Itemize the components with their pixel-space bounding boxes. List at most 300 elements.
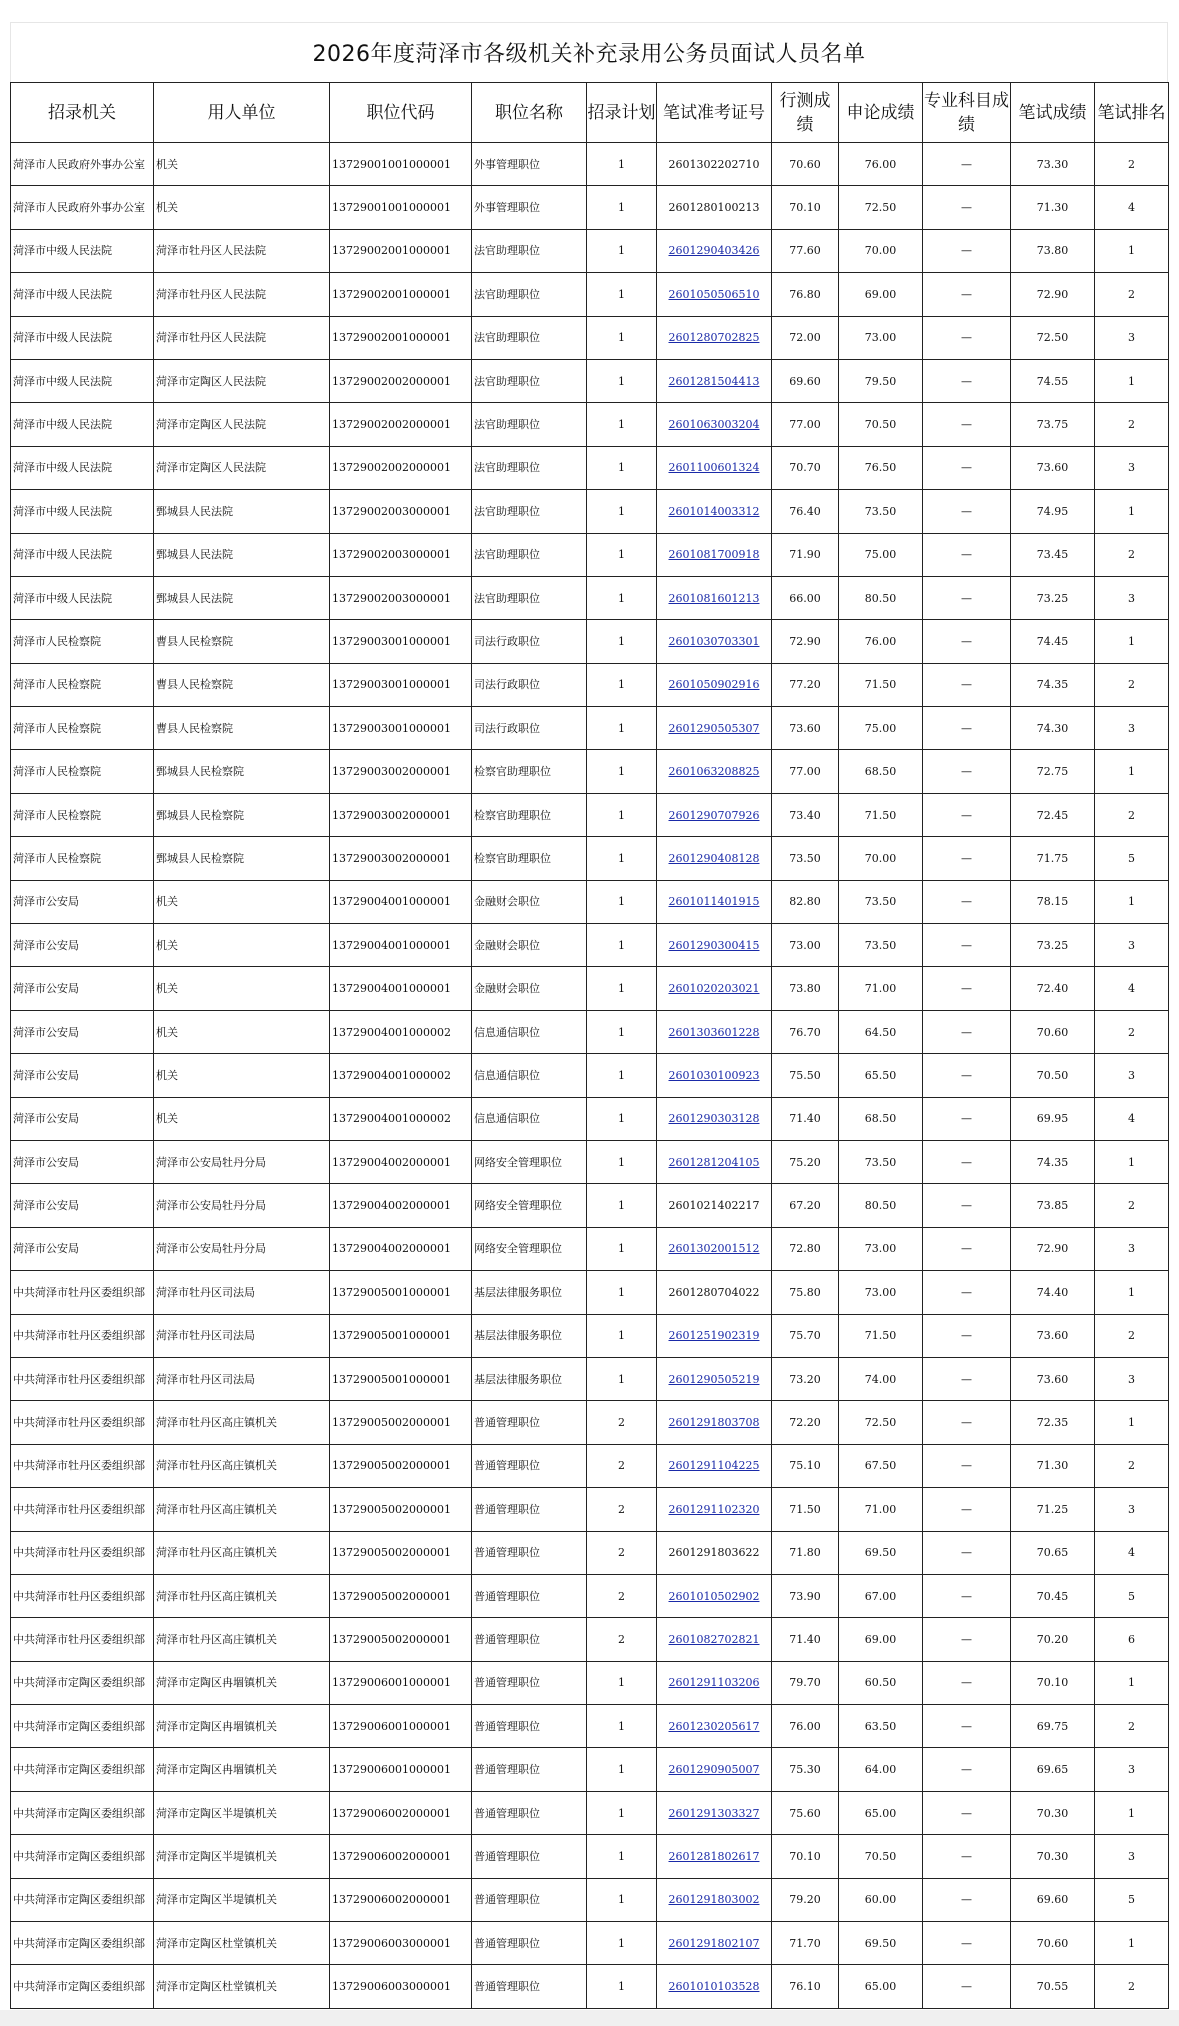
agency-cell: 菏泽市人民政府外事办公室 [11, 143, 154, 186]
plan-cell: 1 [587, 1965, 657, 2008]
written-score-cell: 73.25 [1011, 924, 1095, 967]
code-cell: 13729002003000001 [330, 490, 472, 533]
code-cell: 13729005002000001 [330, 1531, 472, 1574]
ticket-number-link[interactable]: 2601303601228 [668, 1025, 760, 1039]
rank-cell: 4 [1095, 1097, 1169, 1140]
shenlun-score-cell: 64.00 [839, 1748, 923, 1791]
major-score-cell: — [923, 837, 1011, 880]
written-score-cell: 70.20 [1011, 1618, 1095, 1661]
shenlun-score-cell: 71.00 [839, 967, 923, 1010]
ticket-number-link[interactable]: 2601020203021 [668, 982, 760, 996]
agency-cell: 中共菏泽市定陶区委组织部 [11, 1748, 154, 1791]
candidates-table [10, 82, 1169, 2009]
xingce-score-cell: 67.20 [772, 1184, 839, 1227]
rank-cell: 3 [1095, 1227, 1169, 1270]
rank-cell: 3 [1095, 446, 1169, 489]
ticket-number-link[interactable]: 2601290505219 [668, 1372, 760, 1386]
xingce-score-cell: 73.40 [772, 793, 839, 836]
shenlun-score-cell: 67.00 [839, 1574, 923, 1617]
agency-cell: 中共菏泽市牡丹区委组织部 [11, 1488, 154, 1531]
table-row [11, 750, 1169, 793]
unit-cell: 机关 [154, 1010, 330, 1053]
table-row [11, 1010, 1169, 1053]
written-score-cell: 74.40 [1011, 1271, 1095, 1314]
rank-cell: 3 [1095, 924, 1169, 967]
table-row [11, 1531, 1169, 1574]
ticket-cell [657, 1531, 772, 1574]
plan-cell: 1 [587, 1227, 657, 1270]
position-cell: 网络安全管理职位 [472, 1140, 587, 1183]
shenlun-score-cell: 70.00 [839, 837, 923, 880]
plan-cell: 2 [587, 1618, 657, 1661]
shenlun-score-cell: 76.00 [839, 143, 923, 186]
code-cell: 13729006003000001 [330, 1965, 472, 2008]
position-cell: 法官助理职位 [472, 533, 587, 576]
plan-cell: 1 [587, 750, 657, 793]
table-row [11, 1357, 1169, 1400]
col-header-major: 专业科目成绩 [923, 83, 1011, 143]
ticket-number-link[interactable]: 2601291103206 [668, 1676, 760, 1690]
unit-cell: 菏泽市定陶区半堤镇机关 [154, 1835, 330, 1878]
rank-cell: 1 [1095, 1791, 1169, 1834]
rank-cell: 5 [1095, 837, 1169, 880]
position-cell: 法官助理职位 [472, 576, 587, 619]
agency-cell: 菏泽市公安局 [11, 1054, 154, 1097]
major-score-cell: — [923, 403, 1011, 446]
col-header-plan: 招录计划 [587, 83, 657, 143]
ticket-cell [657, 1271, 772, 1314]
written-score-cell: 74.35 [1011, 663, 1095, 706]
agency-cell: 菏泽市中级人民法院 [11, 229, 154, 272]
xingce-score-cell: 76.10 [772, 1965, 839, 2008]
major-score-cell: — [923, 1271, 1011, 1314]
major-score-cell: — [923, 1444, 1011, 1487]
rank-cell: 2 [1095, 403, 1169, 446]
unit-cell: 菏泽市牡丹区高庄镇机关 [154, 1444, 330, 1487]
position-cell: 网络安全管理职位 [472, 1227, 587, 1270]
ticket-number-link[interactable]: 2601010103528 [668, 1980, 760, 1994]
ticket-number-link[interactable]: 2601030703301 [668, 634, 760, 648]
rank-cell: 1 [1095, 880, 1169, 923]
agency-cell: 菏泽市中级人民法院 [11, 576, 154, 619]
rank-cell: 2 [1095, 1184, 1169, 1227]
code-cell: 13729006002000001 [330, 1835, 472, 1878]
position-cell: 法官助理职位 [472, 359, 587, 402]
table-row [11, 186, 1169, 229]
rank-cell: 4 [1095, 1531, 1169, 1574]
ticket-cell [657, 1357, 772, 1400]
agency-cell: 菏泽市公安局 [11, 880, 154, 923]
ticket-number-link[interactable]: 2601291102320 [668, 1502, 760, 1516]
written-score-cell: 72.35 [1011, 1401, 1095, 1444]
plan-cell: 1 [587, 359, 657, 402]
unit-cell: 鄄城县人民法院 [154, 533, 330, 576]
agency-cell: 中共菏泽市定陶区委组织部 [11, 1835, 154, 1878]
ticket-number-link[interactable]: 2601281504413 [668, 374, 760, 388]
xingce-score-cell: 71.40 [772, 1097, 839, 1140]
written-score-cell: 73.60 [1011, 1357, 1095, 1400]
rank-cell: 1 [1095, 1922, 1169, 1965]
ticket-cell [657, 359, 772, 402]
code-cell: 13729004002000001 [330, 1184, 472, 1227]
shenlun-score-cell: 75.00 [839, 533, 923, 576]
position-cell: 法官助理职位 [472, 316, 587, 359]
rank-cell: 2 [1095, 273, 1169, 316]
ticket-number-link[interactable]: 2601050902916 [668, 678, 760, 692]
position-cell: 普通管理职位 [472, 1531, 587, 1574]
agency-cell: 菏泽市人民检察院 [11, 620, 154, 663]
code-cell: 13729005002000001 [330, 1488, 472, 1531]
ticket-cell [657, 924, 772, 967]
code-cell: 13729003002000001 [330, 793, 472, 836]
rank-cell: 2 [1095, 1965, 1169, 2008]
written-score-cell: 70.45 [1011, 1574, 1095, 1617]
plan-cell: 1 [587, 1705, 657, 1748]
major-score-cell: — [923, 1878, 1011, 1921]
plan-cell: 2 [587, 1574, 657, 1617]
major-score-cell: — [923, 663, 1011, 706]
ticket-number-link[interactable]: 2601063208825 [668, 765, 760, 779]
written-score-cell: 74.35 [1011, 1140, 1095, 1183]
ticket-number-link[interactable]: 2601010502902 [668, 1589, 760, 1603]
ticket-number: 2601021402217 [668, 1199, 760, 1213]
written-score-cell: 73.30 [1011, 143, 1095, 186]
written-score-cell: 69.60 [1011, 1878, 1095, 1921]
shenlun-score-cell: 60.50 [839, 1661, 923, 1704]
ticket-number-link[interactable]: 2601302001512 [668, 1242, 760, 1256]
unit-cell: 菏泽市定陶区人民法院 [154, 359, 330, 402]
shenlun-score-cell: 65.00 [839, 1791, 923, 1834]
unit-cell: 菏泽市定陶区杜堂镇机关 [154, 1965, 330, 2008]
agency-cell: 中共菏泽市定陶区委组织部 [11, 1965, 154, 2008]
position-cell: 普通管理职位 [472, 1488, 587, 1531]
table-row [11, 1791, 1169, 1834]
ticket-number-link[interactable]: 2601291802107 [668, 1936, 760, 1950]
written-score-cell: 73.25 [1011, 576, 1095, 619]
table-row [11, 403, 1169, 446]
agency-cell: 菏泽市公安局 [11, 1097, 154, 1140]
agency-cell: 菏泽市人民检察院 [11, 663, 154, 706]
ticket-number: 2601280100213 [668, 201, 760, 215]
shenlun-score-cell: 74.00 [839, 1357, 923, 1400]
table-row [11, 316, 1169, 359]
ticket-number-link[interactable]: 2601063003204 [668, 418, 760, 432]
col-header-agency: 招录机关 [11, 83, 154, 143]
shenlun-score-cell: 69.50 [839, 1922, 923, 1965]
code-cell: 13729005002000001 [330, 1444, 472, 1487]
xingce-score-cell: 76.40 [772, 490, 839, 533]
table-row [11, 1227, 1169, 1270]
major-score-cell: — [923, 1140, 1011, 1183]
position-cell: 法官助理职位 [472, 446, 587, 489]
written-score-cell: 73.85 [1011, 1184, 1095, 1227]
table-row [11, 1748, 1169, 1791]
plan-cell: 1 [587, 1748, 657, 1791]
col-header-shenlun: 申论成绩 [839, 83, 923, 143]
table-row [11, 793, 1169, 836]
position-cell: 检察官助理职位 [472, 837, 587, 880]
shenlun-score-cell: 73.50 [839, 880, 923, 923]
ticket-cell [657, 1835, 772, 1878]
ticket-cell [657, 1184, 772, 1227]
major-score-cell: — [923, 446, 1011, 489]
agency-cell: 中共菏泽市牡丹区委组织部 [11, 1401, 154, 1444]
unit-cell: 菏泽市定陶区冉堌镇机关 [154, 1661, 330, 1704]
plan-cell: 1 [587, 1791, 657, 1834]
position-cell: 基层法律服务职位 [472, 1357, 587, 1400]
rank-cell: 1 [1095, 359, 1169, 402]
ticket-cell [657, 229, 772, 272]
major-score-cell: — [923, 1357, 1011, 1400]
xingce-score-cell: 75.60 [772, 1791, 839, 1834]
position-cell: 普通管理职位 [472, 1401, 587, 1444]
written-score-cell: 69.65 [1011, 1748, 1095, 1791]
written-score-cell: 74.95 [1011, 490, 1095, 533]
plan-cell: 1 [587, 1054, 657, 1097]
unit-cell: 曹县人民检察院 [154, 620, 330, 663]
code-cell: 13729004001000002 [330, 1097, 472, 1140]
ticket-number-link[interactable]: 2601281204105 [668, 1155, 760, 1169]
code-cell: 13729002003000001 [330, 576, 472, 619]
table-row [11, 1488, 1169, 1531]
agency-cell: 菏泽市公安局 [11, 1010, 154, 1053]
ticket-cell [657, 1314, 772, 1357]
agency-cell: 菏泽市中级人民法院 [11, 490, 154, 533]
agency-cell: 菏泽市中级人民法院 [11, 316, 154, 359]
ticket-cell [657, 793, 772, 836]
shenlun-score-cell: 70.50 [839, 403, 923, 446]
code-cell: 13729002002000001 [330, 359, 472, 402]
ticket-number: 2601291803622 [668, 1546, 760, 1560]
table-row [11, 967, 1169, 1010]
code-cell: 13729005001000001 [330, 1271, 472, 1314]
code-cell: 13729005002000001 [330, 1574, 472, 1617]
page-bottom-edge [0, 2010, 1179, 2026]
rank-cell: 1 [1095, 229, 1169, 272]
written-score-cell: 69.75 [1011, 1705, 1095, 1748]
written-score-cell: 71.30 [1011, 1444, 1095, 1487]
rank-cell: 1 [1095, 620, 1169, 663]
unit-cell: 菏泽市定陶区半堤镇机关 [154, 1791, 330, 1834]
xingce-score-cell: 73.00 [772, 924, 839, 967]
ticket-number-link[interactable]: 2601291803708 [668, 1416, 760, 1430]
position-cell: 普通管理职位 [472, 1444, 587, 1487]
table-row [11, 1574, 1169, 1617]
xingce-score-cell: 76.70 [772, 1010, 839, 1053]
ticket-number-link[interactable]: 2601290505307 [668, 721, 760, 735]
ticket-number-link[interactable]: 2601290707926 [668, 808, 760, 822]
position-cell: 普通管理职位 [472, 1618, 587, 1661]
ticket-cell [657, 1444, 772, 1487]
rank-cell: 2 [1095, 533, 1169, 576]
shenlun-score-cell: 71.50 [839, 1314, 923, 1357]
agency-cell: 菏泽市公安局 [11, 924, 154, 967]
position-cell: 普通管理职位 [472, 1791, 587, 1834]
major-score-cell: — [923, 1661, 1011, 1704]
plan-cell: 1 [587, 1357, 657, 1400]
table-row [11, 1184, 1169, 1227]
plan-cell: 2 [587, 1444, 657, 1487]
table-row [11, 1965, 1169, 2008]
ticket-number-link[interactable]: 2601082702821 [668, 1632, 760, 1646]
rank-cell: 5 [1095, 1878, 1169, 1921]
plan-cell: 1 [587, 1010, 657, 1053]
ticket-number-link[interactable]: 2601030100923 [668, 1068, 760, 1082]
written-score-cell: 70.10 [1011, 1661, 1095, 1704]
ticket-cell [657, 1227, 772, 1270]
ticket-cell [657, 1922, 772, 1965]
agency-cell: 菏泽市公安局 [11, 1140, 154, 1183]
ticket-number-link[interactable]: 2601011401915 [668, 895, 760, 909]
major-score-cell: — [923, 143, 1011, 186]
shenlun-score-cell: 73.00 [839, 316, 923, 359]
written-score-cell: 70.30 [1011, 1791, 1095, 1834]
major-score-cell: — [923, 620, 1011, 663]
col-header-position: 职位名称 [472, 83, 587, 143]
position-cell: 普通管理职位 [472, 1878, 587, 1921]
unit-cell: 机关 [154, 186, 330, 229]
col-header-rank: 笔试排名 [1095, 83, 1169, 143]
ticket-number-link[interactable]: 2601290303128 [668, 1112, 760, 1126]
ticket-number-link[interactable]: 2601291803002 [668, 1893, 760, 1907]
table-row [11, 359, 1169, 402]
xingce-score-cell: 73.20 [772, 1357, 839, 1400]
rank-cell: 2 [1095, 1010, 1169, 1053]
table-row [11, 1878, 1169, 1921]
ticket-cell [657, 490, 772, 533]
ticket-number-link[interactable]: 2601290403426 [668, 244, 760, 258]
rank-cell: 1 [1095, 1401, 1169, 1444]
position-cell: 金融财会职位 [472, 967, 587, 1010]
table-row [11, 620, 1169, 663]
plan-cell: 1 [587, 663, 657, 706]
xingce-score-cell: 72.80 [772, 1227, 839, 1270]
ticket-cell [657, 1140, 772, 1183]
code-cell: 13729005001000001 [330, 1357, 472, 1400]
rank-cell: 1 [1095, 1271, 1169, 1314]
major-score-cell: — [923, 359, 1011, 402]
position-cell: 法官助理职位 [472, 229, 587, 272]
major-score-cell: — [923, 1010, 1011, 1053]
plan-cell: 2 [587, 1401, 657, 1444]
position-cell: 金融财会职位 [472, 880, 587, 923]
plan-cell: 1 [587, 316, 657, 359]
major-score-cell: — [923, 1791, 1011, 1834]
major-score-cell: — [923, 924, 1011, 967]
xingce-score-cell: 71.80 [772, 1531, 839, 1574]
ticket-number-link[interactable]: 2601291303327 [668, 1806, 760, 1820]
shenlun-score-cell: 73.50 [839, 924, 923, 967]
written-score-cell: 74.55 [1011, 359, 1095, 402]
agency-cell: 中共菏泽市牡丹区委组织部 [11, 1618, 154, 1661]
agency-cell: 菏泽市中级人民法院 [11, 359, 154, 402]
plan-cell: 1 [587, 837, 657, 880]
ticket-number-link[interactable]: 2601291104225 [668, 1459, 760, 1473]
ticket-number-link[interactable]: 2601290905007 [668, 1763, 760, 1777]
ticket-number-link[interactable]: 2601280702825 [668, 331, 760, 345]
page-title: 2026年度菏泽市各级机关补充录用公务员面试人员名单 [312, 42, 866, 67]
table-header-row [11, 83, 1169, 143]
ticket-number-link[interactable]: 2601081601213 [668, 591, 760, 605]
unit-cell: 菏泽市牡丹区司法局 [154, 1314, 330, 1357]
position-cell: 普通管理职位 [472, 1705, 587, 1748]
xingce-score-cell: 71.40 [772, 1618, 839, 1661]
ticket-number-link[interactable]: 2601290408128 [668, 851, 760, 865]
written-score-cell: 73.75 [1011, 403, 1095, 446]
shenlun-score-cell: 72.50 [839, 186, 923, 229]
table-row [11, 533, 1169, 576]
code-cell: 13729004001000002 [330, 1010, 472, 1053]
table-row [11, 1922, 1169, 1965]
position-cell: 普通管理职位 [472, 1661, 587, 1704]
written-score-cell: 72.50 [1011, 316, 1095, 359]
ticket-number-link[interactable]: 2601281802617 [668, 1849, 760, 1863]
unit-cell: 菏泽市牡丹区高庄镇机关 [154, 1618, 330, 1661]
plan-cell: 1 [587, 924, 657, 967]
major-score-cell: — [923, 1922, 1011, 1965]
ticket-number-link[interactable]: 2601100601324 [668, 461, 760, 475]
agency-cell: 菏泽市人民检察院 [11, 750, 154, 793]
table-body [11, 143, 1169, 2009]
shenlun-score-cell: 70.00 [839, 229, 923, 272]
position-cell: 普通管理职位 [472, 1574, 587, 1617]
ticket-number-link[interactable]: 2601251902319 [668, 1329, 760, 1343]
shenlun-score-cell: 60.00 [839, 1878, 923, 1921]
unit-cell: 菏泽市牡丹区高庄镇机关 [154, 1531, 330, 1574]
unit-cell: 菏泽市牡丹区人民法院 [154, 273, 330, 316]
unit-cell: 鄄城县人民检察院 [154, 793, 330, 836]
plan-cell: 1 [587, 1184, 657, 1227]
xingce-score-cell: 72.20 [772, 1401, 839, 1444]
position-cell: 法官助理职位 [472, 273, 587, 316]
written-score-cell: 74.30 [1011, 707, 1095, 750]
unit-cell: 机关 [154, 924, 330, 967]
ticket-cell [657, 1661, 772, 1704]
ticket-number-link[interactable]: 2601081700918 [668, 548, 760, 562]
code-cell: 13729004001000002 [330, 1054, 472, 1097]
plan-cell: 1 [587, 533, 657, 576]
rank-cell: 6 [1095, 1618, 1169, 1661]
ticket-cell [657, 1054, 772, 1097]
position-cell: 普通管理职位 [472, 1922, 587, 1965]
shenlun-score-cell: 68.50 [839, 750, 923, 793]
ticket-number-link[interactable]: 2601290300415 [668, 938, 760, 952]
ticket-number-link[interactable]: 2601230205617 [668, 1719, 760, 1733]
position-cell: 普通管理职位 [472, 1748, 587, 1791]
major-score-cell: — [923, 1054, 1011, 1097]
code-cell: 13729001001000001 [330, 186, 472, 229]
written-score-cell: 73.45 [1011, 533, 1095, 576]
ticket-number-link[interactable]: 2601050506510 [668, 287, 760, 301]
ticket-cell [657, 620, 772, 663]
table-row [11, 273, 1169, 316]
code-cell: 13729003001000001 [330, 620, 472, 663]
agency-cell: 菏泽市中级人民法院 [11, 446, 154, 489]
shenlun-score-cell: 65.00 [839, 1965, 923, 2008]
ticket-number-link[interactable]: 2601014003312 [668, 504, 760, 518]
ticket-cell [657, 186, 772, 229]
xingce-score-cell: 75.10 [772, 1444, 839, 1487]
col-header-written: 笔试成绩 [1011, 83, 1095, 143]
table-row [11, 1618, 1169, 1661]
unit-cell: 机关 [154, 967, 330, 1010]
major-score-cell: — [923, 1835, 1011, 1878]
written-score-cell: 72.90 [1011, 273, 1095, 316]
unit-cell: 机关 [154, 1054, 330, 1097]
unit-cell: 菏泽市定陶区半堤镇机关 [154, 1878, 330, 1921]
plan-cell: 1 [587, 967, 657, 1010]
ticket-cell [657, 1748, 772, 1791]
